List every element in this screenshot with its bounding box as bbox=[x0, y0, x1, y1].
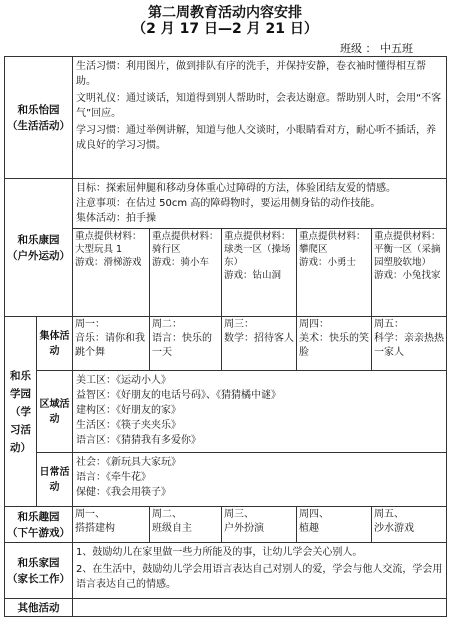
page-title: 第二周教育活动内容安排 bbox=[148, 5, 302, 21]
outdoor-area-game: 游戏：小兔找家 bbox=[374, 270, 441, 281]
outdoor-section-name: 和乐康园 bbox=[17, 233, 60, 246]
outdoor-area-game: 游戏：滑梯游戏 bbox=[75, 257, 142, 268]
day-label: 周五： bbox=[374, 319, 404, 330]
life-manners: 文明礼仪：通过谈话，知道得到别人帮助时，会表达谢意。帮助别人时，会用“不客气”回应。 bbox=[76, 93, 442, 119]
fun-day-1 bbox=[73, 507, 150, 543]
outdoor-area-materials: 重点提供材料：大型玩具 1 bbox=[75, 231, 142, 255]
area-item: 生活区：《筷子夹夹乐》 bbox=[76, 420, 181, 431]
daily-content bbox=[73, 453, 447, 507]
day-activity: 语言：快乐的一天 bbox=[152, 333, 212, 358]
outdoor-section-title bbox=[5, 179, 73, 317]
outdoor-group-activity: 集体活动：拍手操 bbox=[76, 213, 156, 224]
day-activity: 搭搭建构 bbox=[75, 523, 115, 534]
date-range: （2 月 17 日—2 月 21 日） bbox=[132, 21, 318, 37]
family-item: 2、在生活中，鼓励幼儿学会用语言表达自己对别人的爱，学会与他人交流，学会用语言表达自己的情感。 bbox=[76, 564, 443, 590]
outdoor-area-game: 游戏：小勇士 bbox=[299, 257, 357, 268]
outdoor-goal: 目标：探索屈伸腿和移动身体重心过障碍的方法，体验团结友爱的情感。 bbox=[76, 183, 396, 194]
day-label: 周五、 bbox=[374, 509, 404, 520]
family-section-name: 和乐家园 bbox=[17, 556, 60, 569]
area-item: 美工区：《运动小人》 bbox=[76, 375, 171, 386]
day-activity: 科学：亲亲热热一家人 bbox=[374, 333, 444, 358]
life-section-title bbox=[5, 57, 73, 179]
outdoor-note: 注意事项：在估过 50cm 高的障碍物时，要运用侧身钻的动作技能。 bbox=[76, 198, 381, 209]
outdoor-area-3 bbox=[222, 229, 297, 317]
outdoor-area-4 bbox=[297, 229, 372, 317]
outdoor-area-2 bbox=[150, 229, 222, 317]
day-label: 周一、 bbox=[75, 509, 105, 520]
outdoor-area-1 bbox=[73, 229, 150, 317]
area-item: 语言区：《猜猜我有多爱你》 bbox=[76, 435, 201, 446]
outdoor-area-materials: 重点提供材料：平衡一区（采摘园塑胶软地） bbox=[374, 231, 441, 268]
other-content bbox=[73, 599, 447, 617]
class-info bbox=[340, 40, 413, 56]
family-section-sub: （家长工作） bbox=[7, 572, 70, 585]
collective-day-5 bbox=[372, 317, 447, 371]
day-activity: 植趣 bbox=[299, 523, 319, 534]
daily-item: 社会：《新玩具大家玩》 bbox=[76, 457, 181, 468]
outdoor-area-materials: 重点提供材料：球类一区（操场东） bbox=[224, 231, 291, 268]
outdoor-area-game: 游戏：骑小车 bbox=[152, 257, 210, 268]
schedule-table bbox=[4, 56, 447, 617]
collective-day-2 bbox=[150, 317, 222, 371]
area-label: 区域活动 bbox=[37, 371, 73, 453]
outdoor-text-row bbox=[5, 179, 447, 229]
area-content bbox=[73, 371, 447, 453]
family-item: 1、鼓励幼儿在家里做一些力所能及的事，让幼儿学会关心别人。 bbox=[76, 547, 363, 558]
collective-day-4 bbox=[297, 317, 372, 371]
learning-section-title bbox=[5, 317, 37, 507]
learning-area-row bbox=[5, 371, 447, 453]
outdoor-area-5 bbox=[372, 229, 447, 317]
day-activity: 班级自主 bbox=[152, 523, 192, 534]
day-activity: 美术：快乐的笑脸 bbox=[299, 333, 369, 358]
life-section-name: 和乐怡园 bbox=[17, 103, 60, 116]
day-label: 周四： bbox=[299, 319, 329, 330]
daily-item: 保健：《我会用筷子》 bbox=[76, 487, 171, 498]
fun-section-name: 和乐趣园 bbox=[17, 510, 60, 523]
day-label: 周二： bbox=[152, 319, 182, 330]
day-activity: 户外扮演 bbox=[224, 523, 264, 534]
day-label: 周一： bbox=[75, 319, 105, 330]
fun-day-4 bbox=[297, 507, 372, 543]
fun-day-3 bbox=[222, 507, 297, 543]
class-separator: ： bbox=[365, 42, 377, 55]
fun-day-5 bbox=[372, 507, 447, 543]
day-label: 周三： bbox=[224, 319, 254, 330]
life-section-sub: （生活活动） bbox=[7, 119, 70, 132]
day-label: 周四、 bbox=[299, 509, 329, 520]
outdoor-area-materials: 重点提供材料：骑行区 bbox=[152, 231, 219, 255]
fun-section-title bbox=[5, 507, 73, 543]
outdoor-section-sub: （户外运动） bbox=[7, 249, 70, 262]
outdoor-content bbox=[73, 179, 447, 229]
fun-row bbox=[5, 507, 447, 543]
collective-day-3 bbox=[222, 317, 297, 371]
fun-section-sub: （下午游戏） bbox=[7, 526, 70, 539]
day-label: 周二、 bbox=[152, 509, 182, 520]
learning-section-name: 和乐学园 bbox=[10, 369, 31, 400]
day-activity: 音乐：请你和我跳个舞 bbox=[75, 333, 145, 358]
learning-section-sub: （学习活动） bbox=[10, 405, 31, 454]
life-content bbox=[73, 57, 447, 179]
life-habits: 生活习惯：利用图片，做到排队有序的洗手，并保持安静，卷衣袖时懂得相互帮助。 bbox=[76, 61, 426, 87]
class-label: 班级 bbox=[340, 42, 362, 55]
area-item: 益智区：《好朋友的电话号码》、《猜猜橘中谜》 bbox=[76, 390, 281, 401]
area-item: 建构区：《好朋友的家》 bbox=[76, 405, 181, 416]
other-section-title: 其他活动 bbox=[5, 599, 73, 617]
outdoor-area-game: 游戏：钻山洞 bbox=[224, 270, 282, 281]
life-row bbox=[5, 57, 447, 179]
other-row bbox=[5, 599, 447, 617]
day-label: 周三、 bbox=[224, 509, 254, 520]
learning-collective-row bbox=[5, 317, 447, 371]
collective-label: 集体活动 bbox=[37, 317, 73, 371]
day-activity: 数学：招待客人 bbox=[224, 333, 294, 344]
family-row bbox=[5, 543, 447, 599]
daily-item: 语言：《牵牛花》 bbox=[76, 472, 151, 483]
daily-label: 日常活动 bbox=[37, 453, 73, 507]
fun-day-2 bbox=[150, 507, 222, 543]
class-name: 中五班 bbox=[380, 42, 413, 55]
collective-day-1 bbox=[73, 317, 150, 371]
outdoor-area-materials: 重点提供材料：攀爬区 bbox=[299, 231, 366, 255]
family-content bbox=[73, 543, 447, 599]
family-section-title bbox=[5, 543, 73, 599]
day-activity: 沙水游戏 bbox=[374, 523, 414, 534]
learning-daily-row bbox=[5, 453, 447, 507]
life-study: 学习习惯：通过举例讲解，知道与他人交谈时，小眼睛看对方，耐心听不插话，养成良好的学习习惯。 bbox=[76, 125, 436, 151]
